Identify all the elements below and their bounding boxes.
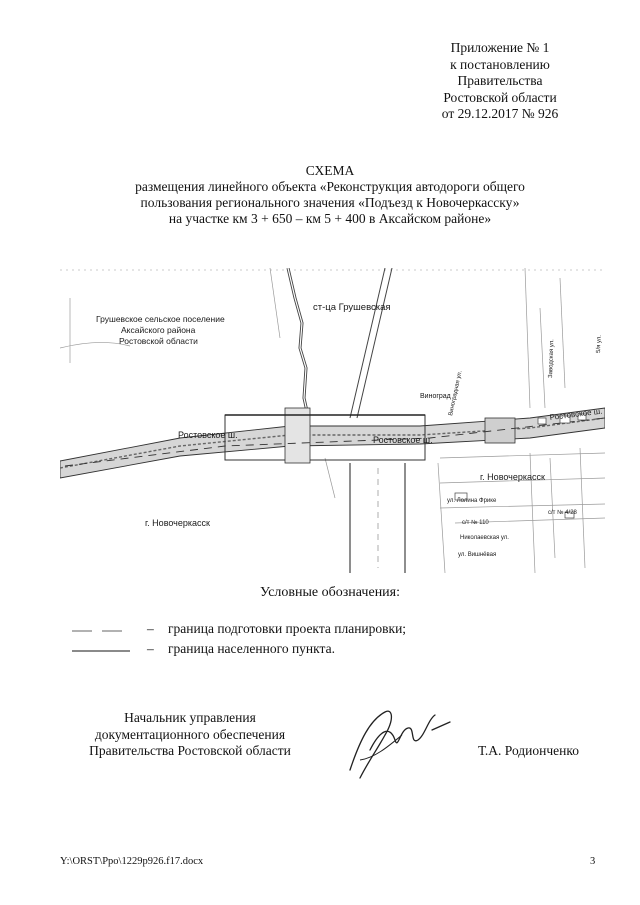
- street-label: с/т № 110: [462, 520, 489, 526]
- appendix-line: к постановлению: [450, 56, 550, 72]
- legend-item-settlement: [72, 641, 472, 659]
- legend-title: Условные обозначения:: [259, 585, 401, 600]
- signer-name: Т.А. Родионченко: [478, 743, 579, 758]
- title-heading: СХЕМА: [305, 163, 355, 178]
- settlement-label: Ростовской области: [119, 336, 198, 346]
- street-label: с/т № 4/28: [548, 510, 577, 516]
- title-line: на участке км 3 + 650 – км 5 + 400 в Аксайском районе»: [168, 211, 492, 226]
- village-road: [288, 268, 308, 416]
- diagonal-road-edge: [357, 268, 392, 418]
- street-label: Виноградная ул.: [448, 370, 464, 417]
- city-label: г. Новочеркасск: [480, 472, 545, 482]
- highway-band: [60, 408, 605, 478]
- road-label: Ростовское ш.: [178, 430, 238, 440]
- appendix-header: [400, 40, 600, 123]
- handwritten-signature: [340, 700, 455, 785]
- street-label: ул. Лолина Фрике: [447, 498, 497, 504]
- street-label: Николаевская ул.: [460, 535, 509, 541]
- legend-text: граница подготовки проекта планировки;: [168, 621, 407, 636]
- city-label: г. Новочеркасск: [145, 518, 210, 528]
- vineyard-label: Виноград: [420, 393, 451, 400]
- legend-dash: –: [147, 621, 154, 636]
- page-number: 3: [590, 856, 596, 867]
- appendix-line: Правительства: [457, 73, 543, 88]
- road-label: Ростовское ш.: [373, 435, 433, 445]
- appendix-line: Ростовской области: [443, 89, 557, 105]
- settlement-label: Грушевское сельское поселение: [96, 314, 225, 324]
- settlement-border-sample: [72, 649, 130, 653]
- document-title: [60, 163, 600, 227]
- junction-block-east: [485, 418, 515, 443]
- signer-position: [70, 710, 310, 760]
- planning-border-sample: [72, 629, 130, 633]
- legend-text: граница населенного пункта.: [168, 641, 335, 656]
- legend-dash: –: [147, 641, 154, 656]
- diagonal-road: [350, 268, 385, 418]
- signer-position-line: документационного обеспечения: [94, 726, 286, 742]
- signer-position-line: Начальник управления: [124, 710, 256, 725]
- scheme-map: [60, 268, 605, 573]
- title-line: пользования регионального значения «Подъезд к Новочеркасску»: [140, 195, 520, 210]
- title-line: размещения линейного объекта «Реконструкция автодороги общего: [135, 179, 525, 194]
- signer-position-line: Правительства Ростовской области: [89, 743, 291, 758]
- legend-item-planning: [72, 621, 472, 639]
- settlement-label: Аксайского района: [121, 325, 196, 335]
- street-label: ул. Вишнёвая: [458, 552, 497, 558]
- junction-block: [285, 408, 310, 463]
- road-label: Ростовское ш.: [549, 406, 603, 422]
- street-label: 5/я ул.: [596, 334, 603, 354]
- appendix-line: от 29.12.2017 № 926: [441, 106, 559, 121]
- street-label: Заводская ул.: [548, 339, 556, 379]
- village-label: ст-ца Грушевская: [313, 302, 391, 313]
- footer-file-path: Y:\ORST\Ppo\1229p926.f17.docx: [60, 856, 204, 867]
- appendix-line: Приложение № 1: [450, 40, 550, 55]
